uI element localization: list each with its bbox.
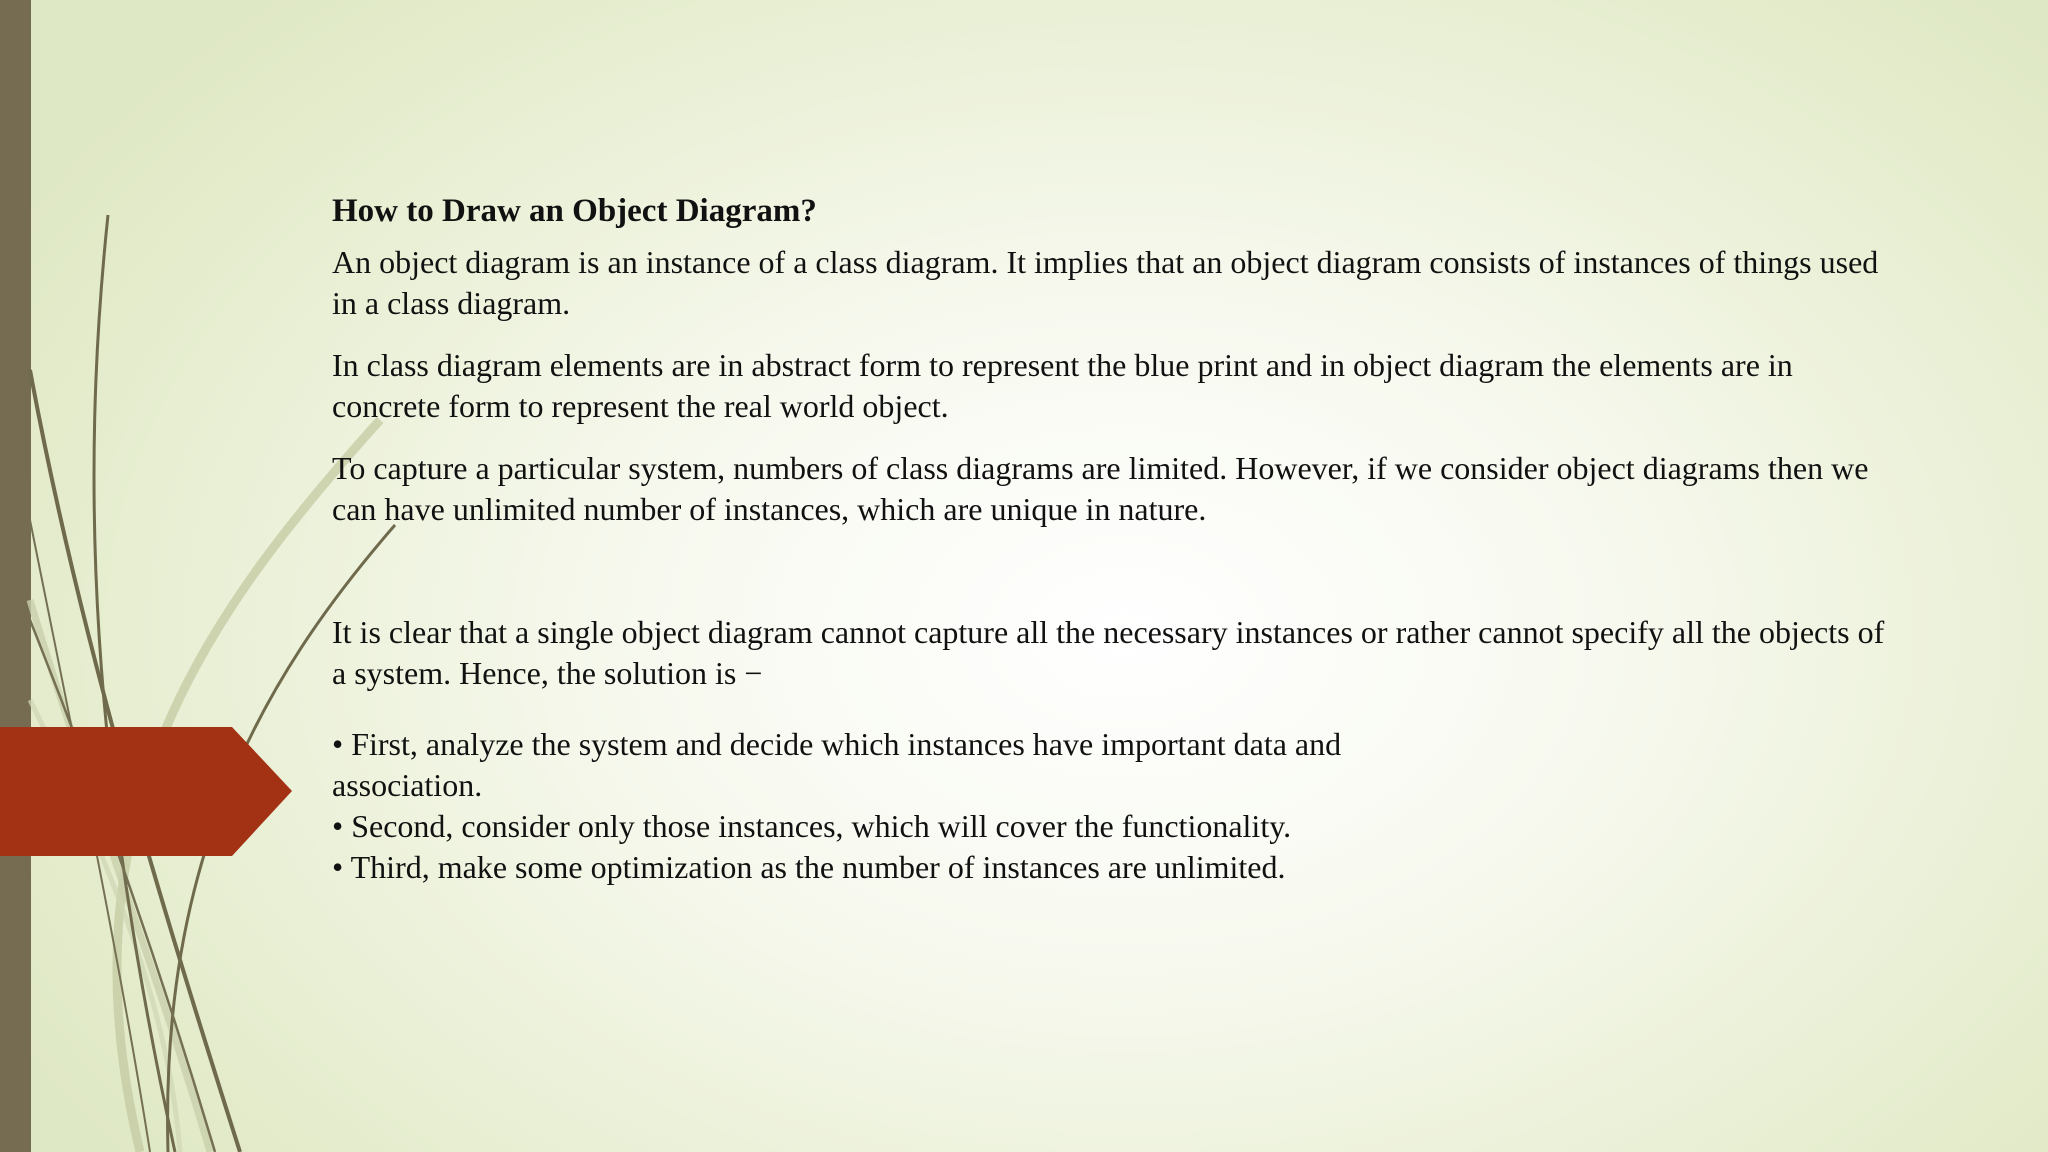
arrow-marker (0, 727, 292, 856)
bullet-item-3: • Third, make some optimization as the number of instances are unlimited. (332, 849, 1286, 885)
slide-title: How to Draw an Object Diagram? (332, 193, 817, 229)
paragraph-4: It is clear that a single object diagram cannot capture all the necessary instances or rather cannot specify all the objects of a system. Hence, the solution is − (332, 614, 1885, 691)
paragraph-1: An object diagram is an instance of a class diagram. It implies that an object diagram consists of instances of things used in a class diagram. (332, 244, 1879, 321)
slide-content (332, 184, 1892, 888)
bullet-list (332, 724, 1892, 888)
paragraph-3: To capture a particular system, numbers of class diagrams are limited. However, if we consider object diagrams then we can have unlimited number of instances, which are unique in nature. (332, 450, 1869, 527)
bullet-item-2: • Second, consider only those instances, which will cover the functionality. (332, 808, 1292, 844)
bullet-item-1: • First, analyze the system and decide which instances have important data and association. (332, 726, 1342, 803)
paragraph-2: In class diagram elements are in abstract form to represent the blue print and in object diagram the elements are in concrete form to represent the real world object. (332, 347, 1793, 424)
